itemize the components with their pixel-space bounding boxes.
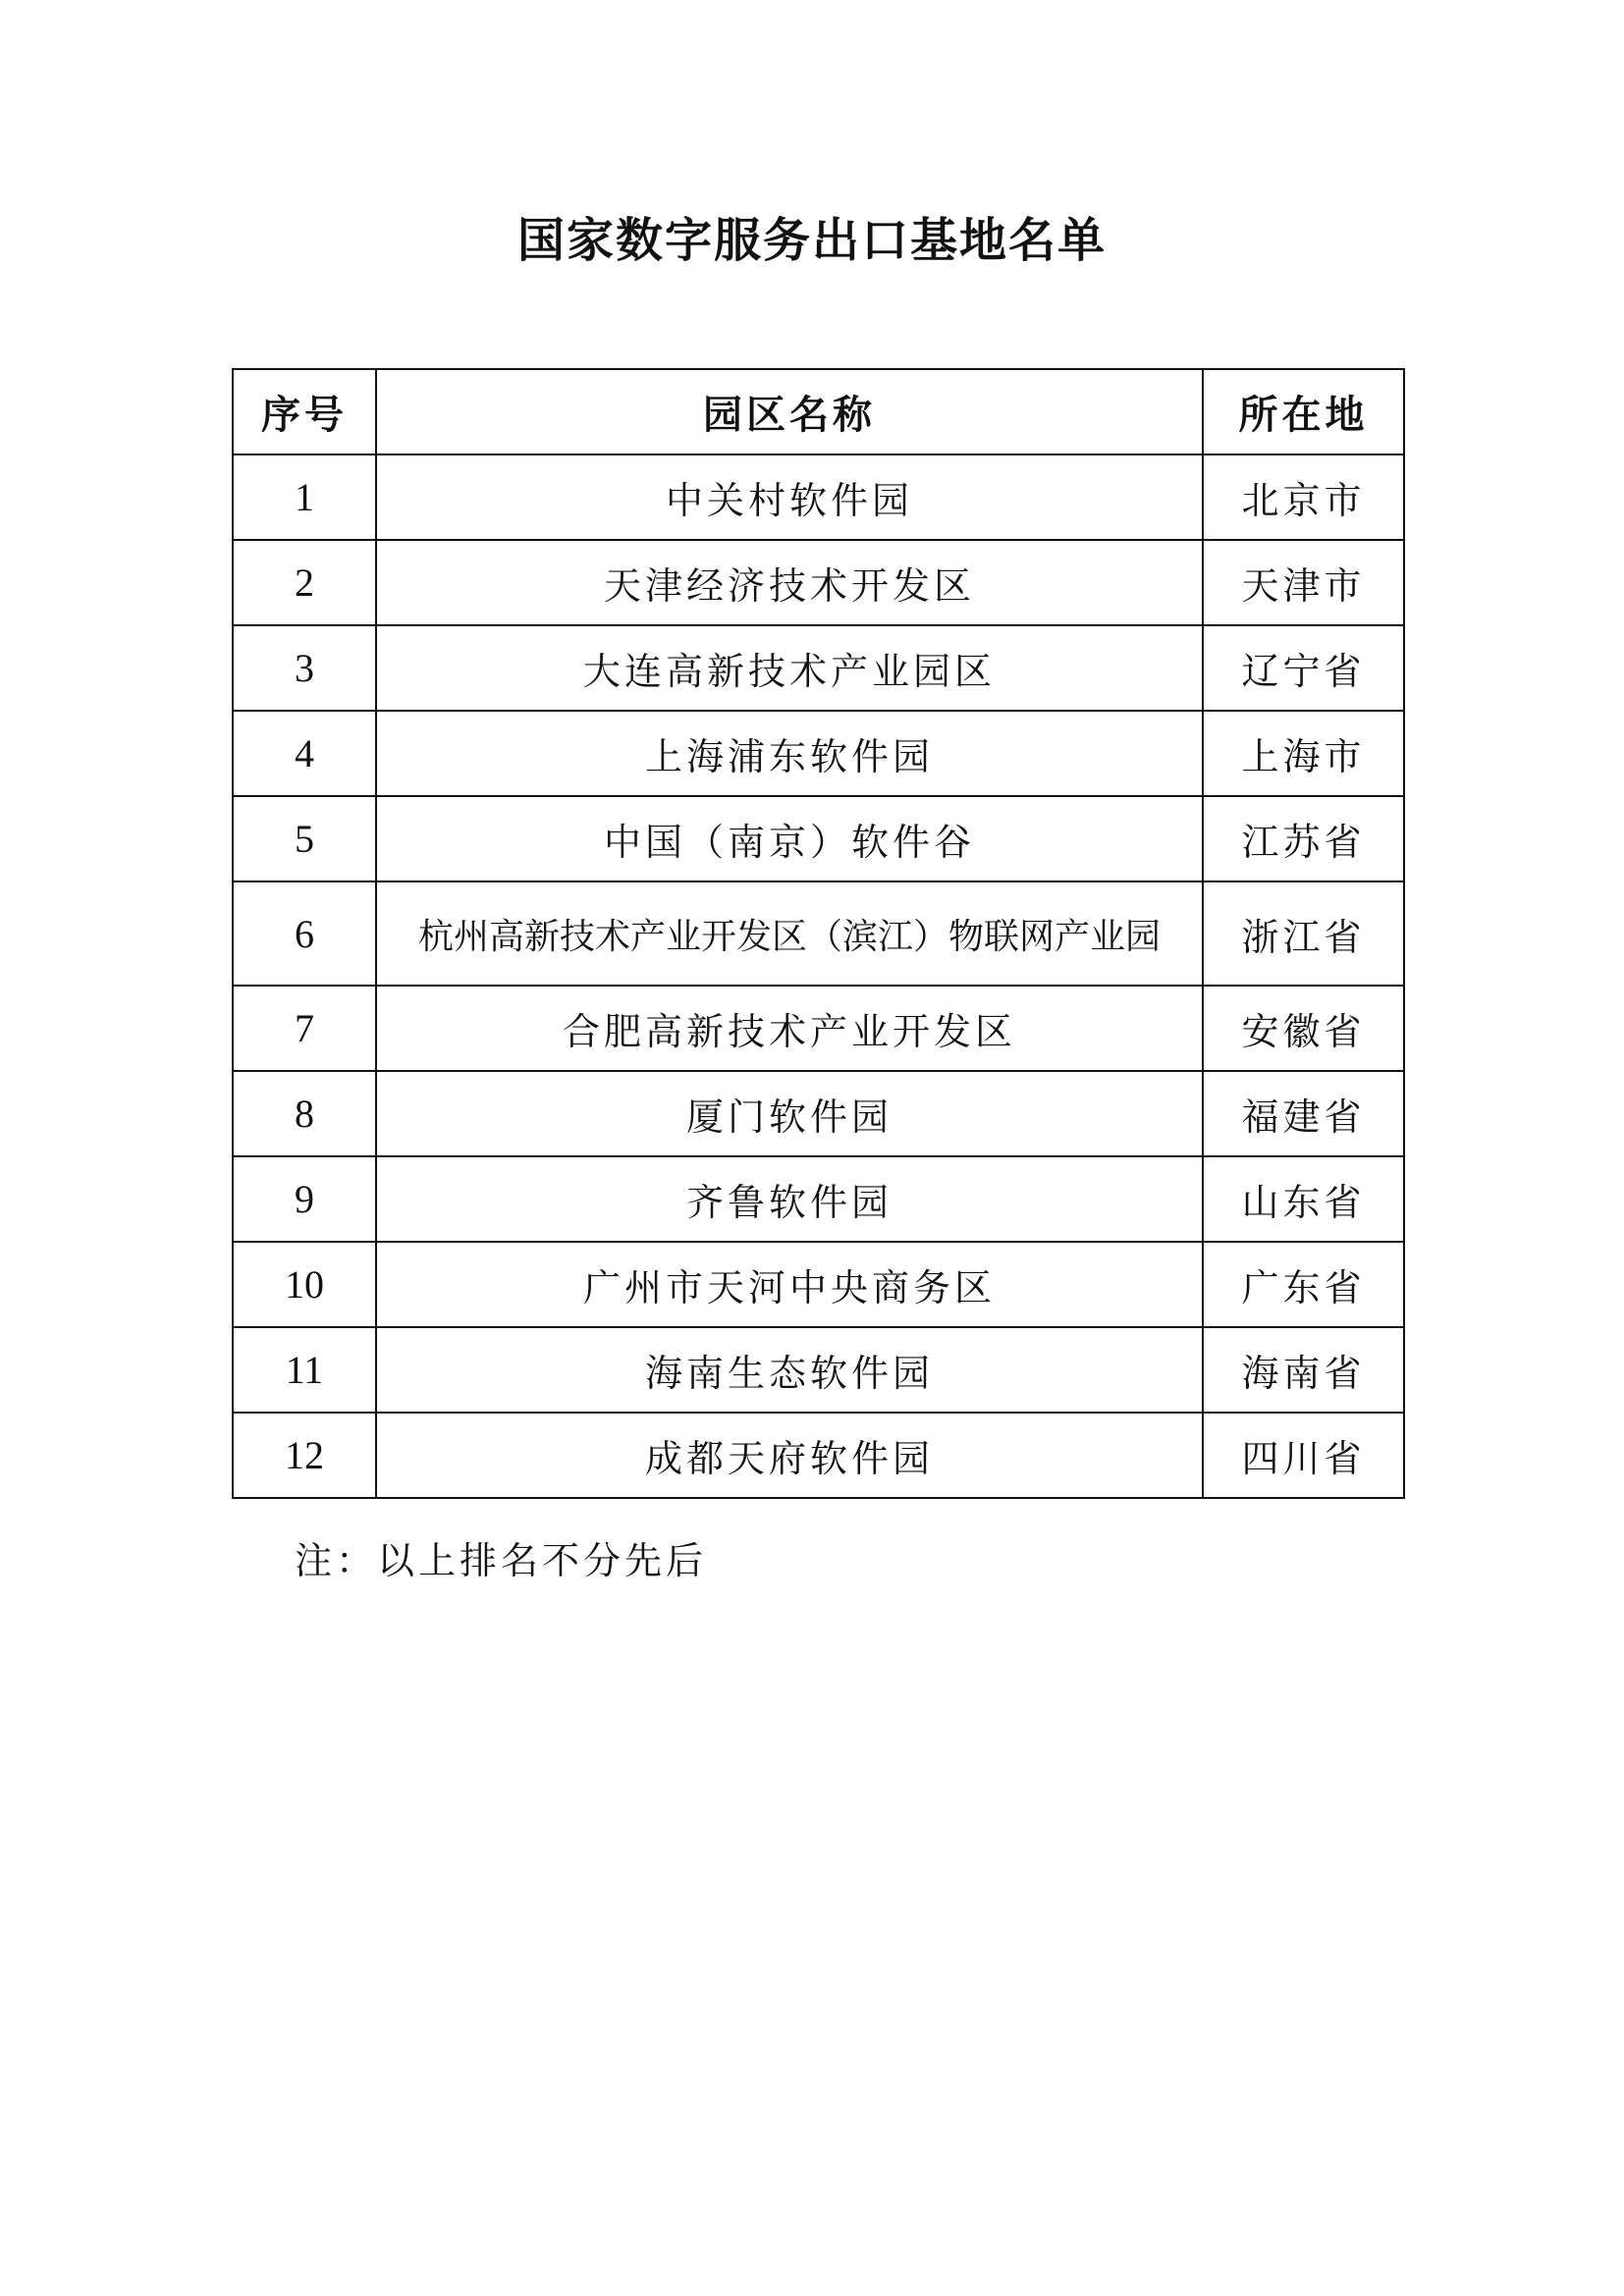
- row-location: 天津市: [1203, 540, 1404, 625]
- row-serial-number: 6: [233, 881, 376, 986]
- header-park-name: 园区名称: [376, 369, 1203, 454]
- row-park-name: 齐鲁软件园: [376, 1156, 1203, 1242]
- header-serial-number: 序号: [233, 369, 376, 454]
- row-serial-number: 3: [233, 625, 376, 711]
- row-serial-number: 11: [233, 1327, 376, 1413]
- row-serial-number: 10: [233, 1242, 376, 1327]
- table-row: [233, 986, 1404, 1071]
- row-serial-number: 4: [233, 711, 376, 796]
- table-header-row: [233, 369, 1404, 454]
- row-location: 海南省: [1203, 1327, 1404, 1413]
- row-park-name: 广州市天河中央商务区: [376, 1242, 1203, 1327]
- table-row: [233, 881, 1404, 986]
- row-location: 四川省: [1203, 1413, 1404, 1498]
- row-park-name: 上海浦东软件园: [376, 711, 1203, 796]
- row-park-name: 海南生态软件园: [376, 1327, 1203, 1413]
- row-serial-number: 7: [233, 986, 376, 1071]
- row-location: 北京市: [1203, 454, 1404, 540]
- row-serial-number: 2: [233, 540, 376, 625]
- row-location: 辽宁省: [1203, 625, 1404, 711]
- row-park-name: 中国（南京）软件谷: [376, 796, 1203, 881]
- row-park-name: 中关村软件园: [376, 454, 1203, 540]
- table-row: [233, 1413, 1404, 1498]
- table-row: [233, 1327, 1404, 1413]
- table-row: [233, 711, 1404, 796]
- row-location: 福建省: [1203, 1071, 1404, 1156]
- page-title: 国家数字服务出口基地名单: [516, 213, 1107, 268]
- row-park-name: 天津经济技术开发区: [376, 540, 1203, 625]
- table-row: [233, 796, 1404, 881]
- row-park-name: 合肥高新技术产业开发区: [376, 986, 1203, 1071]
- row-serial-number: 12: [233, 1413, 376, 1498]
- table-row: [233, 1071, 1404, 1156]
- row-park-name: 成都天府软件园: [376, 1413, 1203, 1498]
- row-location: 江苏省: [1203, 796, 1404, 881]
- row-serial-number: 9: [233, 1156, 376, 1242]
- row-park-name: 厦门软件园: [376, 1071, 1203, 1156]
- row-park-name: 大连高新技术产业园区: [376, 625, 1203, 711]
- base-list-table: [232, 368, 1405, 1499]
- row-serial-number: 1: [233, 454, 376, 540]
- row-location: 浙江省: [1203, 881, 1404, 986]
- footnote: 注：以上排名不分先后: [295, 1539, 708, 1582]
- table-row: [233, 540, 1404, 625]
- table-row: [233, 1156, 1404, 1242]
- row-location: 安徽省: [1203, 986, 1404, 1071]
- row-serial-number: 5: [233, 796, 376, 881]
- row-park-name: 杭州高新技术产业开发区（滨江）物联网产业园: [376, 881, 1203, 986]
- row-location: 广东省: [1203, 1242, 1404, 1327]
- table-row: [233, 625, 1404, 711]
- row-location: 山东省: [1203, 1156, 1404, 1242]
- table-row: [233, 1242, 1404, 1327]
- row-serial-number: 8: [233, 1071, 376, 1156]
- header-location: 所在地: [1203, 369, 1404, 454]
- row-location: 上海市: [1203, 711, 1404, 796]
- table-row: [233, 454, 1404, 540]
